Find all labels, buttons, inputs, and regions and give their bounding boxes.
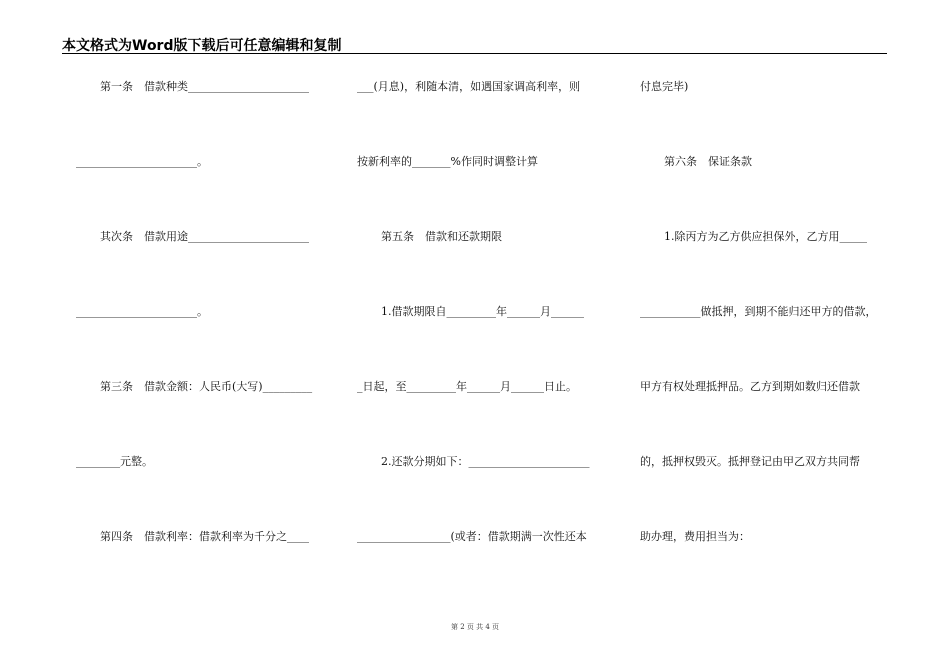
clause-3-amount-end: ________元整。 xyxy=(76,455,153,468)
clause-6-registration: 的，抵押权毁灭。抵押登记由甲乙双方共同帮 xyxy=(640,455,860,468)
clause-5-lump-sum-end: 付息完毕) xyxy=(640,80,689,93)
clause-6-heading: 第六条 保证条款 xyxy=(664,155,752,168)
clause-5-lump-sum: _________________(或者：借款期满一次性还本 xyxy=(357,530,587,543)
clause-1-loan-type: 第一条 借款种类______________________ xyxy=(100,80,309,93)
clause-4-rate-adjustment: 按新利率的_______%作同时调整计算 xyxy=(357,155,538,168)
clause-3-loan-amount: 第三条 借款金额：人民币(大写)_________ xyxy=(100,380,313,393)
clause-6-collateral: ___________做抵押，到期不能归还甲方的借款， xyxy=(640,305,877,318)
clause-6-fees: 助办理，费用担当为： xyxy=(640,530,750,543)
clause-6-guarantee: 1.除丙方为乙方供应担保外，乙方用_____ xyxy=(664,230,867,243)
header-divider xyxy=(62,53,887,54)
clause-6-collateral-rights: 甲方有权处理抵押品。乙方到期如数归还借款 xyxy=(640,380,860,393)
clause-2-blank-line: ______________________。 xyxy=(76,305,208,318)
clause-5-installments: 2.还款分期如下：______________________ xyxy=(381,455,590,468)
clause-4-interest-continued: ___(月息)，利随本清，如遇国家调高利率，则 xyxy=(357,80,581,93)
clause-2-loan-purpose: 其次条 借款用途______________________ xyxy=(100,230,309,243)
clause-5-loan-term-end: _日起，至_________年______月______日止。 xyxy=(357,380,577,393)
clause-5-heading: 第五条 借款和还款期限 xyxy=(381,230,502,243)
clause-1-blank-line: ______________________。 xyxy=(76,155,208,168)
clause-4-interest-rate: 第四条 借款利率：借款利率为千分之____ xyxy=(100,530,309,543)
page-number-footer: 第 2 页 共 4 页 xyxy=(450,623,500,631)
clause-5-loan-term-start: 1.借款期限自_________年______月______ xyxy=(381,305,584,318)
document-header-title: 本文格式为Word版下载后可任意编辑和复制 xyxy=(62,38,342,54)
